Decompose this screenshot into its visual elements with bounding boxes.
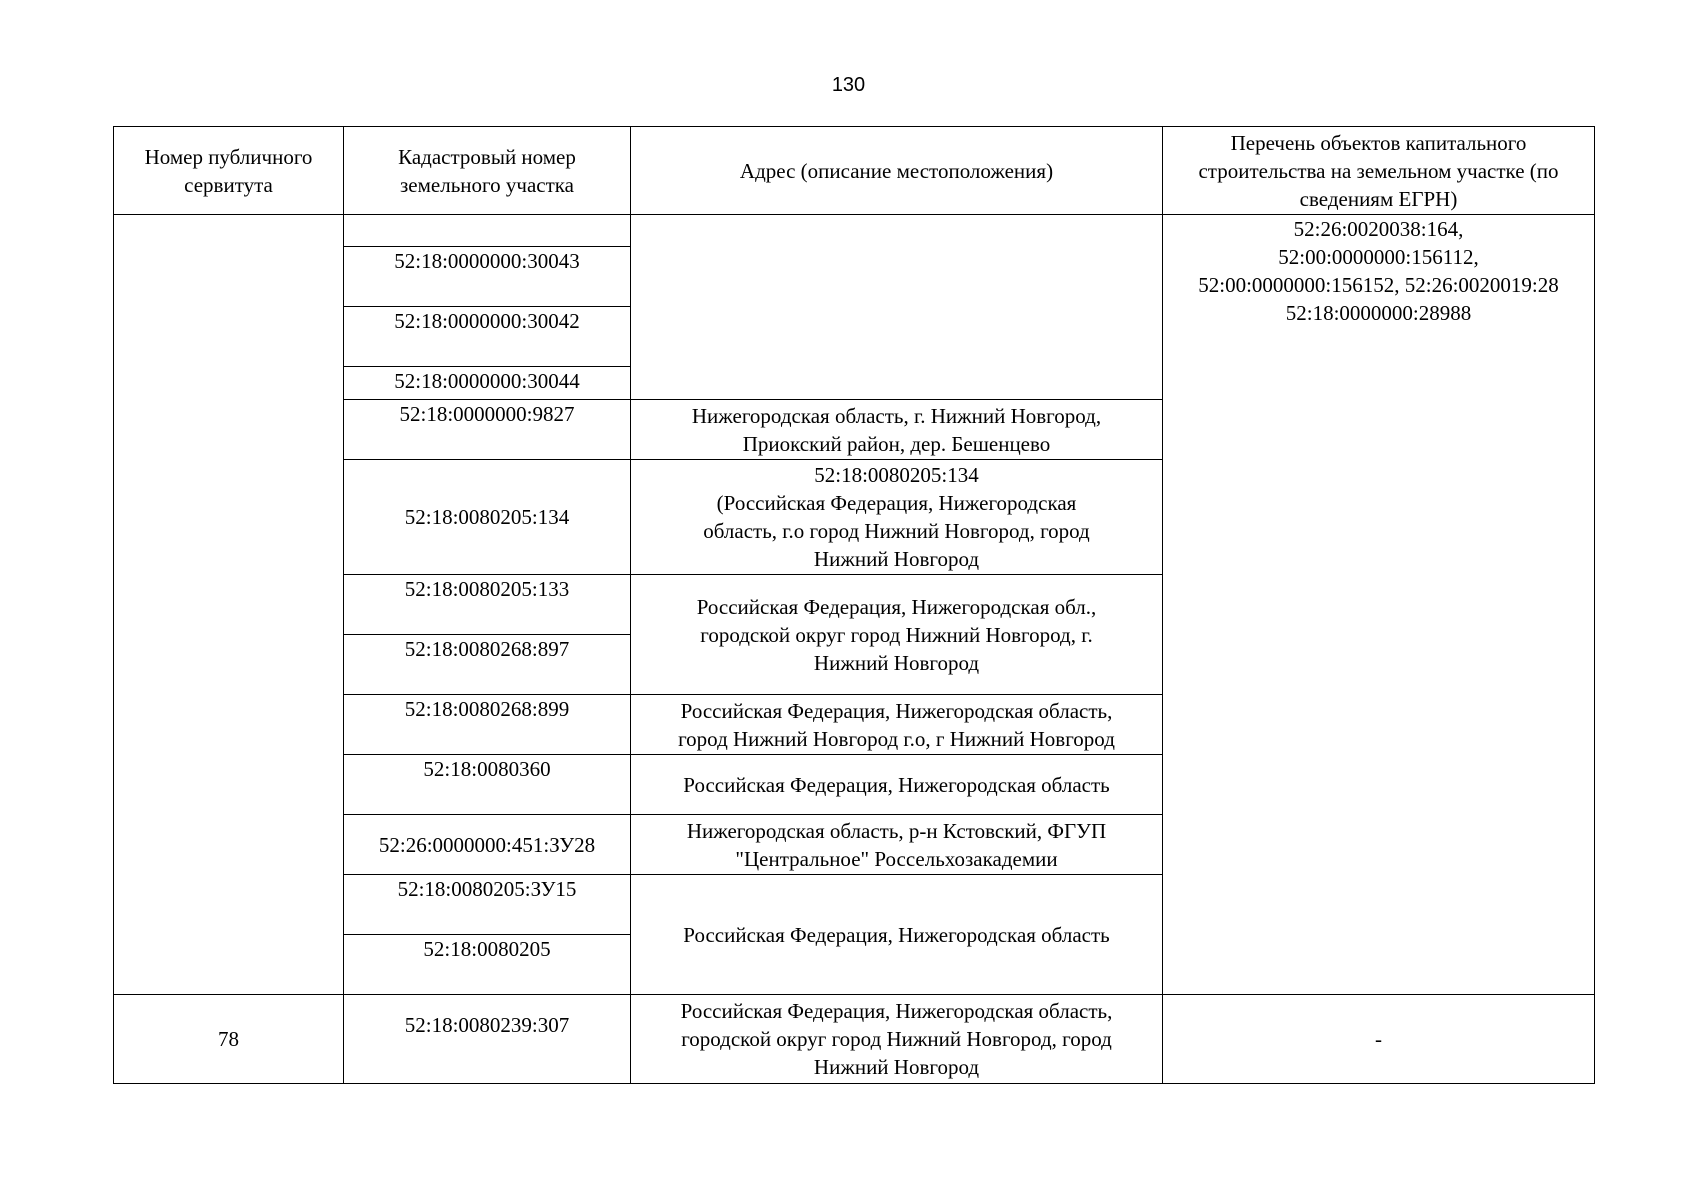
address-cell: Нижегородская область, г. Нижний Новгород, Приокский район, дер. Бешенцево xyxy=(631,400,1163,460)
cadastral-cell: 52:18:0000000:30044 xyxy=(344,367,631,400)
cadastral-cell: 52:18:0000000:9827 xyxy=(344,400,631,460)
address-cell: 52:18:0080205:134 (Российская Федерация, Нижегородская область, г.о город Нижний Новгород, город Нижний Новгород xyxy=(631,460,1163,575)
header-capital-objects: Перечень объектов капитального строительства на земельном участке (по сведениям ЕГРН) xyxy=(1163,127,1595,215)
cadastral-cell: 52:18:0080239:307 xyxy=(344,995,631,1084)
page-number: 130 xyxy=(831,74,866,96)
servitude-table xyxy=(113,126,1595,1084)
cadastral-cell: 52:18:0080205:134 xyxy=(344,460,631,575)
cadastral-cell: 52:18:0080205:133 xyxy=(344,575,631,635)
address-cell: Российская Федерация, Нижегородская область, город Нижний Новгород г.о, г Нижний Новгород xyxy=(631,695,1163,755)
header-address: Адрес (описание местоположения) xyxy=(631,127,1163,215)
cadastral-cell: 52:18:0080205:ЗУ15 xyxy=(344,875,631,935)
cadastral-cell: 52:18:0080205 xyxy=(344,935,631,995)
cadastral-cell xyxy=(344,215,631,247)
table-header-row xyxy=(114,127,1595,215)
cadastral-cell: 52:18:0080268:899 xyxy=(344,695,631,755)
cadastral-cell: 52:18:0000000:30043 xyxy=(344,247,631,307)
capital-objects-cell: 52:26:0020038:164, 52:00:0000000:156112, 52:00:0000000:156152, 52:26:0020019:28 52:18:0000000:28988 xyxy=(1163,215,1595,995)
cadastral-cell: 52:18:0080268:897 xyxy=(344,635,631,695)
capital-objects-cell: - xyxy=(1163,995,1595,1084)
servitude-number-cell: 78 xyxy=(114,995,344,1084)
cadastral-cell: 52:26:0000000:451:ЗУ28 xyxy=(344,815,631,875)
address-cell: Российская Федерация, Нижегородская область, городской округ город Нижний Новгород, город Нижний Новгород xyxy=(631,995,1163,1084)
cadastral-cell: 52:18:0000000:30042 xyxy=(344,307,631,367)
header-servitude-number: Номер публичного сервитута xyxy=(114,127,344,215)
header-cadastral-number: Кадастровый номер земельного участка xyxy=(344,127,631,215)
address-cell xyxy=(631,215,1163,400)
address-cell: Российская Федерация, Нижегородская обл., городской округ город Нижний Новгород, г. Нижний Новгород xyxy=(631,575,1163,695)
address-cell: Нижегородская область, р-н Кстовский, ФГУП "Центральное" Россельхозакадемии xyxy=(631,815,1163,875)
servitude-number-cell xyxy=(114,215,344,995)
table-row xyxy=(114,215,1595,247)
address-cell: Российская Федерация, Нижегородская область xyxy=(631,875,1163,995)
cadastral-cell: 52:18:0080360 xyxy=(344,755,631,815)
address-cell: Российская Федерация, Нижегородская область xyxy=(631,755,1163,815)
table-row xyxy=(114,995,1595,1084)
